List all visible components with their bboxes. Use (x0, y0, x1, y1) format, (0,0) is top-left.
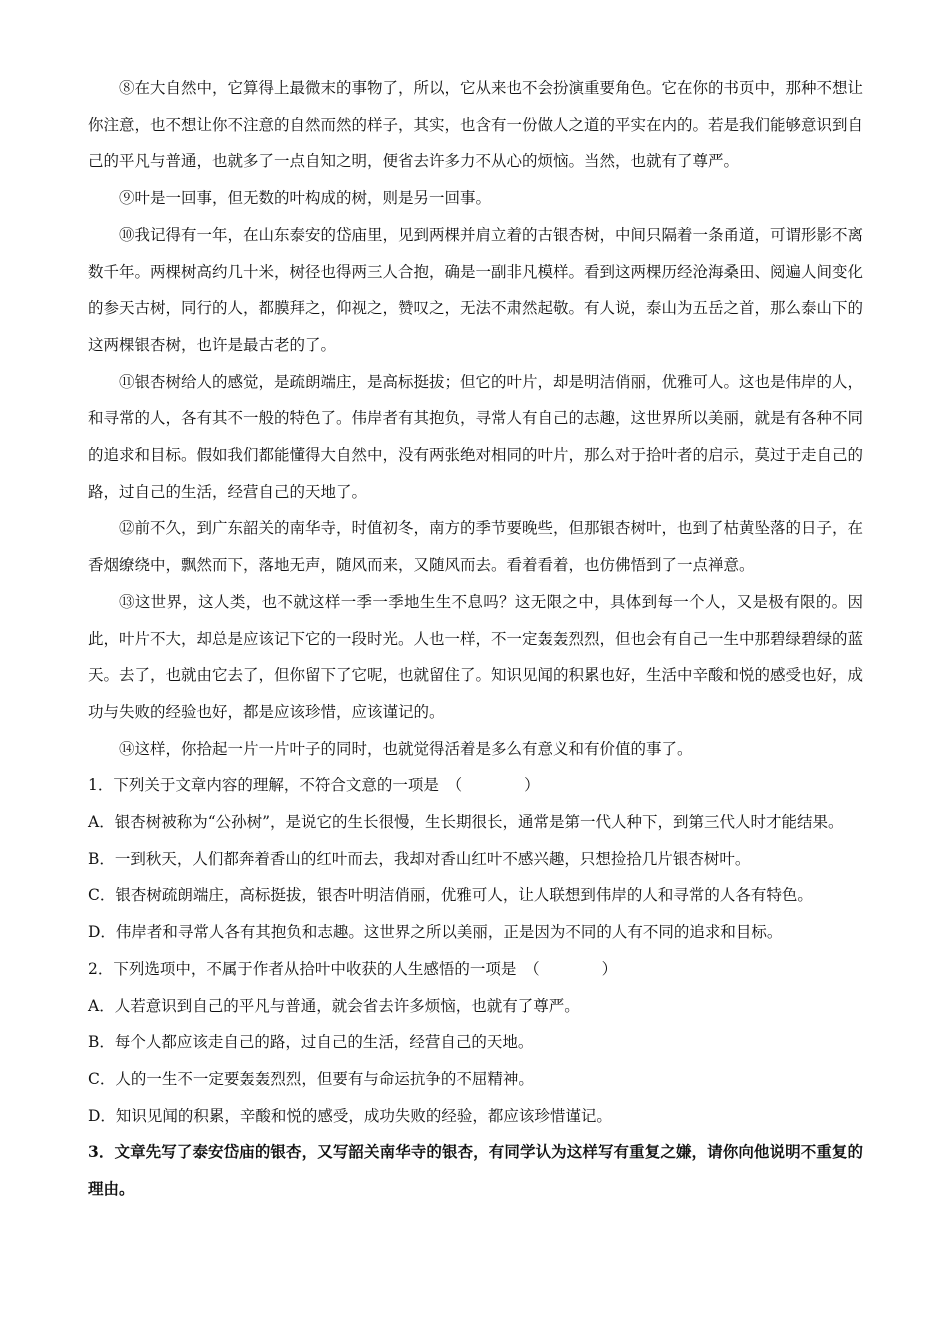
question-1-option-c: C．银杏树疏朗端庄，高标挺拔，银杏叶明洁俏丽，优雅可人，让人联想到伟岸的人和寻常的人各有特色。 (88, 886, 813, 905)
paragraph-11: ⑪银杏树给人的感觉，是疏朗端庄，是高标挺拔；但它的叶片，却是明洁俏丽，优雅可人。这也是伟岸的人，和寻常的人，各有其不一般的特色了。伟岸者有其抱负，寻常人有自己的志趣，这世界所以美丽，就是有各种不同的追求和目标。假如我们都能懂得大自然中，没有两张绝对相同的叶片，那么对于拾叶者的启示，莫过于走自己的路，过自己的生活，经营自己的天地了。 (88, 372, 864, 501)
question-2-option-c: C．人的一生不一定要轰轰烈烈，但要有与命运抗争的不屈精神。 (88, 1069, 534, 1088)
question-1-stem: 1．下列关于文章内容的理解，不符合文意的一项是 （ ） (88, 776, 540, 795)
question-2-option-d: D．知识见闻的积累，辛酸和悦的感受，成功失败的经验，都应该珍惜谨记。 (88, 1106, 612, 1125)
question-1-option-d: D．伟岸者和寻常人各有其抱负和志趣。这世界之所以美丽，正是因为不同的人有不同的追求和目标。 (88, 923, 783, 942)
paragraph-12: ⑫前不久，到广东韶关的南华寺，时值初冬，南方的季节要晚些，但那银杏树叶，也到了枯黄坠落的日子，在香烟缭绕中，飘然而下，落地无声，随风而来，又随风而去。看着看着，也仿佛悟到了一点禅意。 (88, 519, 864, 575)
question-1-option-b: B．一到秋天，人们都奔着香山的红叶而去，我却对香山红叶不感兴趣，只想捡拾几片银杏树叶。 (88, 849, 751, 868)
paragraph-13: ⑬这世界，这人类，也不就这样一季一季地生生不息吗？这无限之中，具体到每一个人，又是极有限的。因此，叶片不大，却总是应该记下它的一段时光。人也一样，不一定轰轰烈烈，但也会有自己一生中那碧绿碧绿的蓝天。去了，也就由它去了，但你留下了它呢，也就留住了。知识见闻的积累也好，生活中辛酸和悦的感受也好，成功与失败的经验也好，都是应该珍惜，应该谨记的。 (88, 592, 864, 721)
paragraph-10: ⑩我记得有一年，在山东泰安的岱庙里，见到两棵并肩立着的古银杏树，中间只隔着一条甬道，可谓形影不离数千年。两棵树高约几十米，树径也得两三人合抱，确是一副非凡模样。看到这两棵历经沧海桑田、阅遍人间变化的参天古树，同行的人，都膜拜之，仰视之，赞叹之，无法不肃然起敬。有人说，泰山为五岳之首，那么泰山下的这两棵银杏树，也许是最古老的了。 (88, 225, 864, 354)
question-2-stem: 2．下列选项中，不属于作者从拾叶中收获的人生感悟的一项是 （ ） (88, 959, 618, 978)
paragraph-8: ⑧在大自然中，它算得上最微末的事物了，所以，它从来也不会扮演重要角色。它在你的书页中，那种不想让你注意，也不想让你不注意的自然而然的样子，其实，也含有一份做人之道的平实在内的。若是我们能够意识到自己的平凡与普通，也就多了一点自知之明，便省去许多力不从心的烦恼。当然，也就有了尊严。 (88, 79, 864, 171)
question-3-stem: 3．文章先写了泰安岱庙的银杏，又写韶关南华寺的银杏，有同学认为这样写有重复之嫌，请你向他说明不重复的理由。 (88, 1142, 863, 1199)
question-2-option-b: B．每个人都应该走自己的路，过自己的生活，经营自己的天地。 (88, 1033, 534, 1052)
paragraph-9: ⑨叶是一回事，但无数的叶构成的树，则是另一回事。 (119, 189, 492, 208)
document-page (88, 70, 863, 1208)
question-2-option-a: A．人若意识到自己的平凡与普通，就会省去许多烦恼，也就有了尊严。 (88, 996, 580, 1015)
question-1-option-a: A．银杏树被称为“公孙树”，是说它的生长很慢，生长期很长，通常是第一代人种下，到第三代人时才能结果。 (88, 813, 844, 832)
paragraph-14: ⑭这样，你拾起一片一片叶子的同时，也就觉得活着是多么有意义和有价值的事了。 (119, 739, 693, 758)
